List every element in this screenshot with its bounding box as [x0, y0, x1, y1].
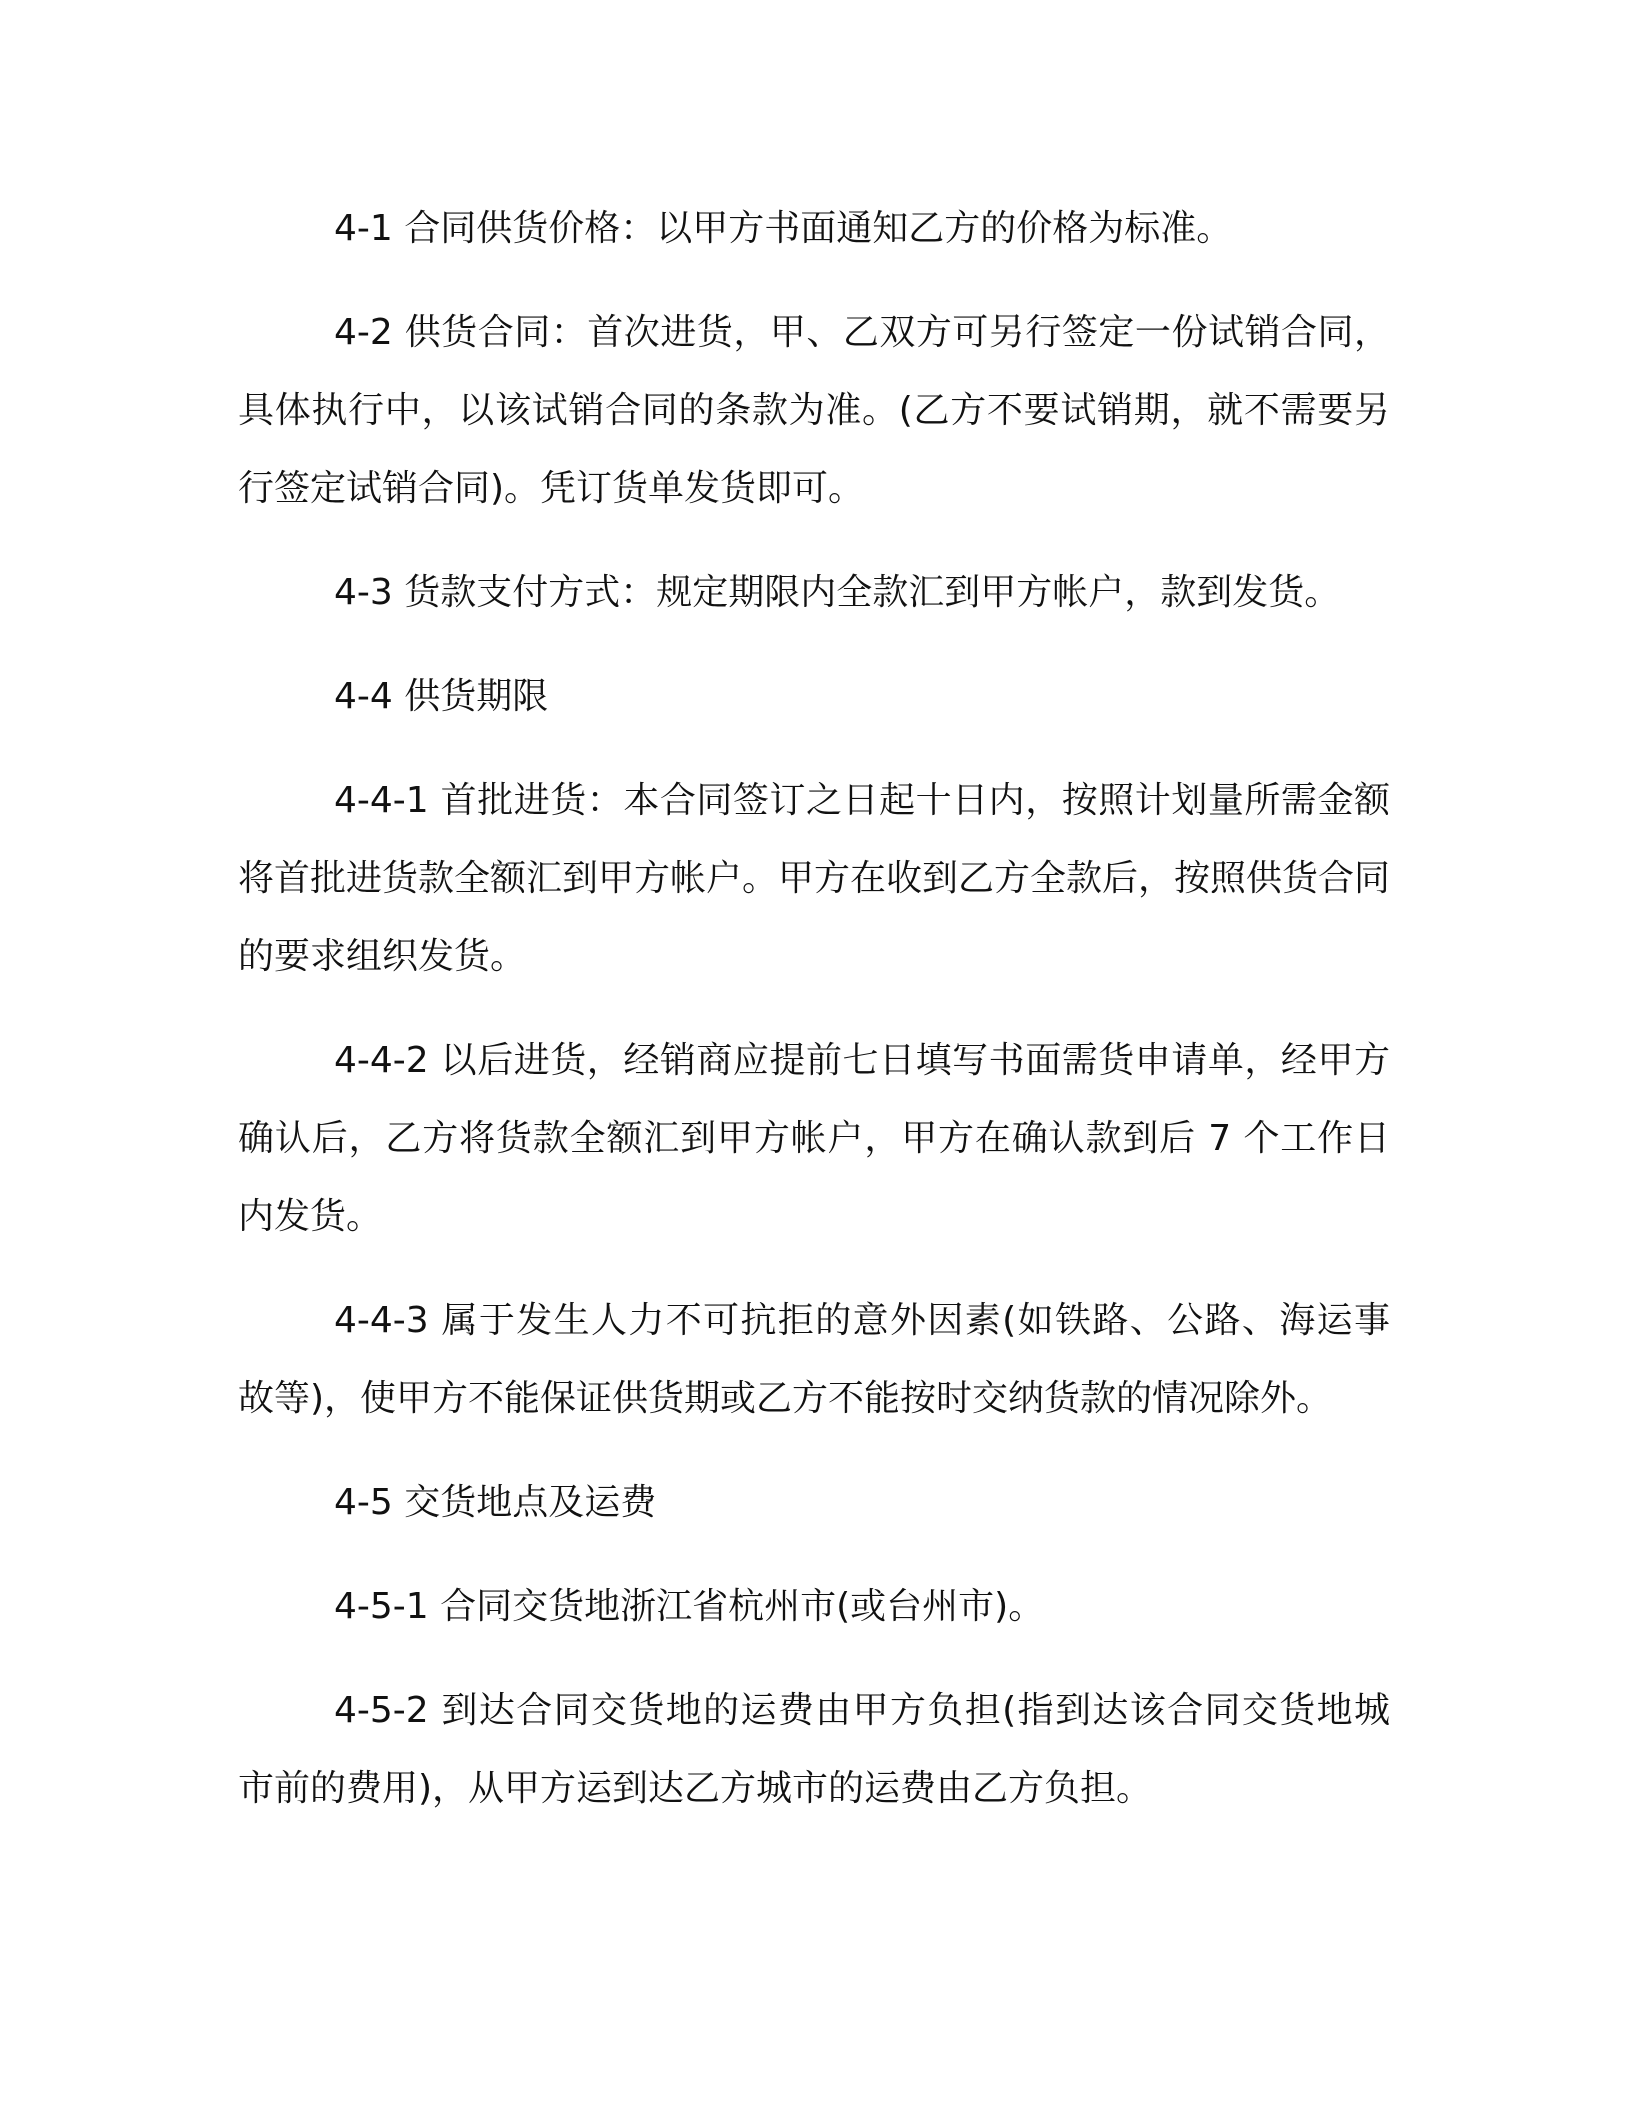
clause-4-4-2: 4-4-2 以后进货，经销商应提前七日填写书面需货申请单，经甲方确认后，乙方将货款全额汇到甲方帐户，甲方在确认款到后 7 个工作日内发货。	[238, 1040, 1390, 1237]
document-page	[238, 190, 1390, 1854]
clause-4-4-1: 4-4-1 首批进货：本合同签订之日起十日内，按照计划量所需金额将首批进货款全额汇到甲方帐户。甲方在收到乙方全款后，按照供货合同的要求组织发货。	[238, 780, 1391, 977]
clause-4-5-2: 4-5-2 到达合同交货地的运费由甲方负担(指到达该合同交货地城市前的费用)，从甲方运到达乙方城市的运费由乙方负担。	[238, 1690, 1390, 1809]
clause-4-4-heading: 4-4 供货期限	[334, 676, 549, 717]
clause-4-2: 4-2 供货合同：首次进货，甲、乙双方可另行签定一份试销合同，具体执行中，以该试销合同的条款为准。(乙方不要试销期，就不需要另行签定试销合同)。凭订货单发货即可。	[238, 312, 1390, 509]
clause-4-5-1: 4-5-1 合同交货地浙江省杭州市(或台州市)。	[334, 1586, 1045, 1627]
clause-4-5-heading: 4-5 交货地点及运费	[334, 1482, 657, 1523]
clause-4-1: 4-1 合同供货价格：以甲方书面通知乙方的价格为标准。	[334, 208, 1233, 249]
clause-4-3: 4-3 货款支付方式：规定期限内全款汇到甲方帐户，款到发货。	[334, 572, 1341, 613]
clause-4-4-3: 4-4-3 属于发生人力不可抗拒的意外因素(如铁路、公路、海运事故等)，使甲方不能保证供货期或乙方不能按时交纳货款的情况除外。	[238, 1300, 1390, 1419]
